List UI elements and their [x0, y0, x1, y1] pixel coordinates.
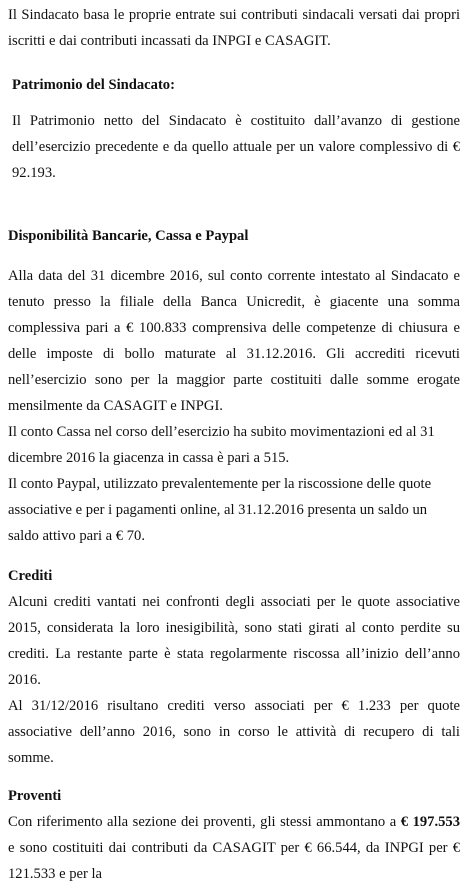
document-page	[8, 2, 460, 887]
proventi-paragraph	[8, 809, 460, 887]
patrimonio-paragraph: Il Patrimonio netto del Sindacato è costituito dall’avanzo di gestione dell’esercizio precedente e da quello attuale per un valore complessivo di € 92.193.	[12, 113, 460, 181]
crediti-heading: Crediti	[8, 568, 53, 584]
patrimonio-heading: Patrimonio del Sindacato:	[12, 77, 175, 93]
proventi-text-before: Con riferimento alla sezione dei proventi, gli stessi ammontano a	[8, 814, 401, 830]
crediti-paragraph-1: Alcuni crediti vantati nei confronti degli associati per le quote associative 2015, considerata la loro inesigibilità, sono stati girati al conto perdite su crediti. La restante parte è stata regolarmente riscossa all’inizio dell’anno 2016.	[8, 594, 460, 688]
disponibilita-heading: Disponibilità Bancarie, Cassa e Paypal	[8, 228, 249, 244]
disponibilita-paragraph-cash: Il conto Cassa nel corso dell’esercizio ha subito movimentazioni ed al 31 dicembre 2016 la giacenza in cassa è pari a 515.	[8, 424, 435, 466]
proventi-total-amount: € 197.553	[400, 814, 461, 830]
proventi-heading: Proventi	[8, 788, 62, 804]
disponibilita-paragraph-bank: Alla data del 31 dicembre 2016, sul conto corrente intestato al Sindacato e tenuto presso la filiale della Banca Unicredit, è giacente una somma complessiva pari a € 100.833 comprensiva delle competenze di chiusura e delle imposte di bollo maturate al 31.12.2016. Gli accrediti ricevuti nell’esercizio sono per la maggior parte costituiti dalle somme erogate mensilmente da CASAGIT e INPGI.	[8, 268, 460, 414]
intro-paragraph: Il Sindacato basa le proprie entrate sui contributi sindacali versati dai propri iscritti e dai contributi incassati da INPGI e CASAGIT.	[8, 7, 460, 49]
crediti-paragraph-2: Al 31/12/2016 risultano crediti verso associati per € 1.233 per quote associative dell’anno 2016, sono in corso le attività di recupero di tali somme.	[8, 698, 460, 766]
proventi-text-after: e sono costituiti dai contributi da CASAGIT per € 66.544, da INPGI per € 121.533 e per la	[8, 840, 460, 882]
disponibilita-paragraph-paypal: Il conto Paypal, utilizzato prevalentemente per la riscossione delle quote associative e per i pagamenti online, al 31.12.2016 presenta un saldo un saldo attivo pari a € 70.	[8, 476, 432, 544]
